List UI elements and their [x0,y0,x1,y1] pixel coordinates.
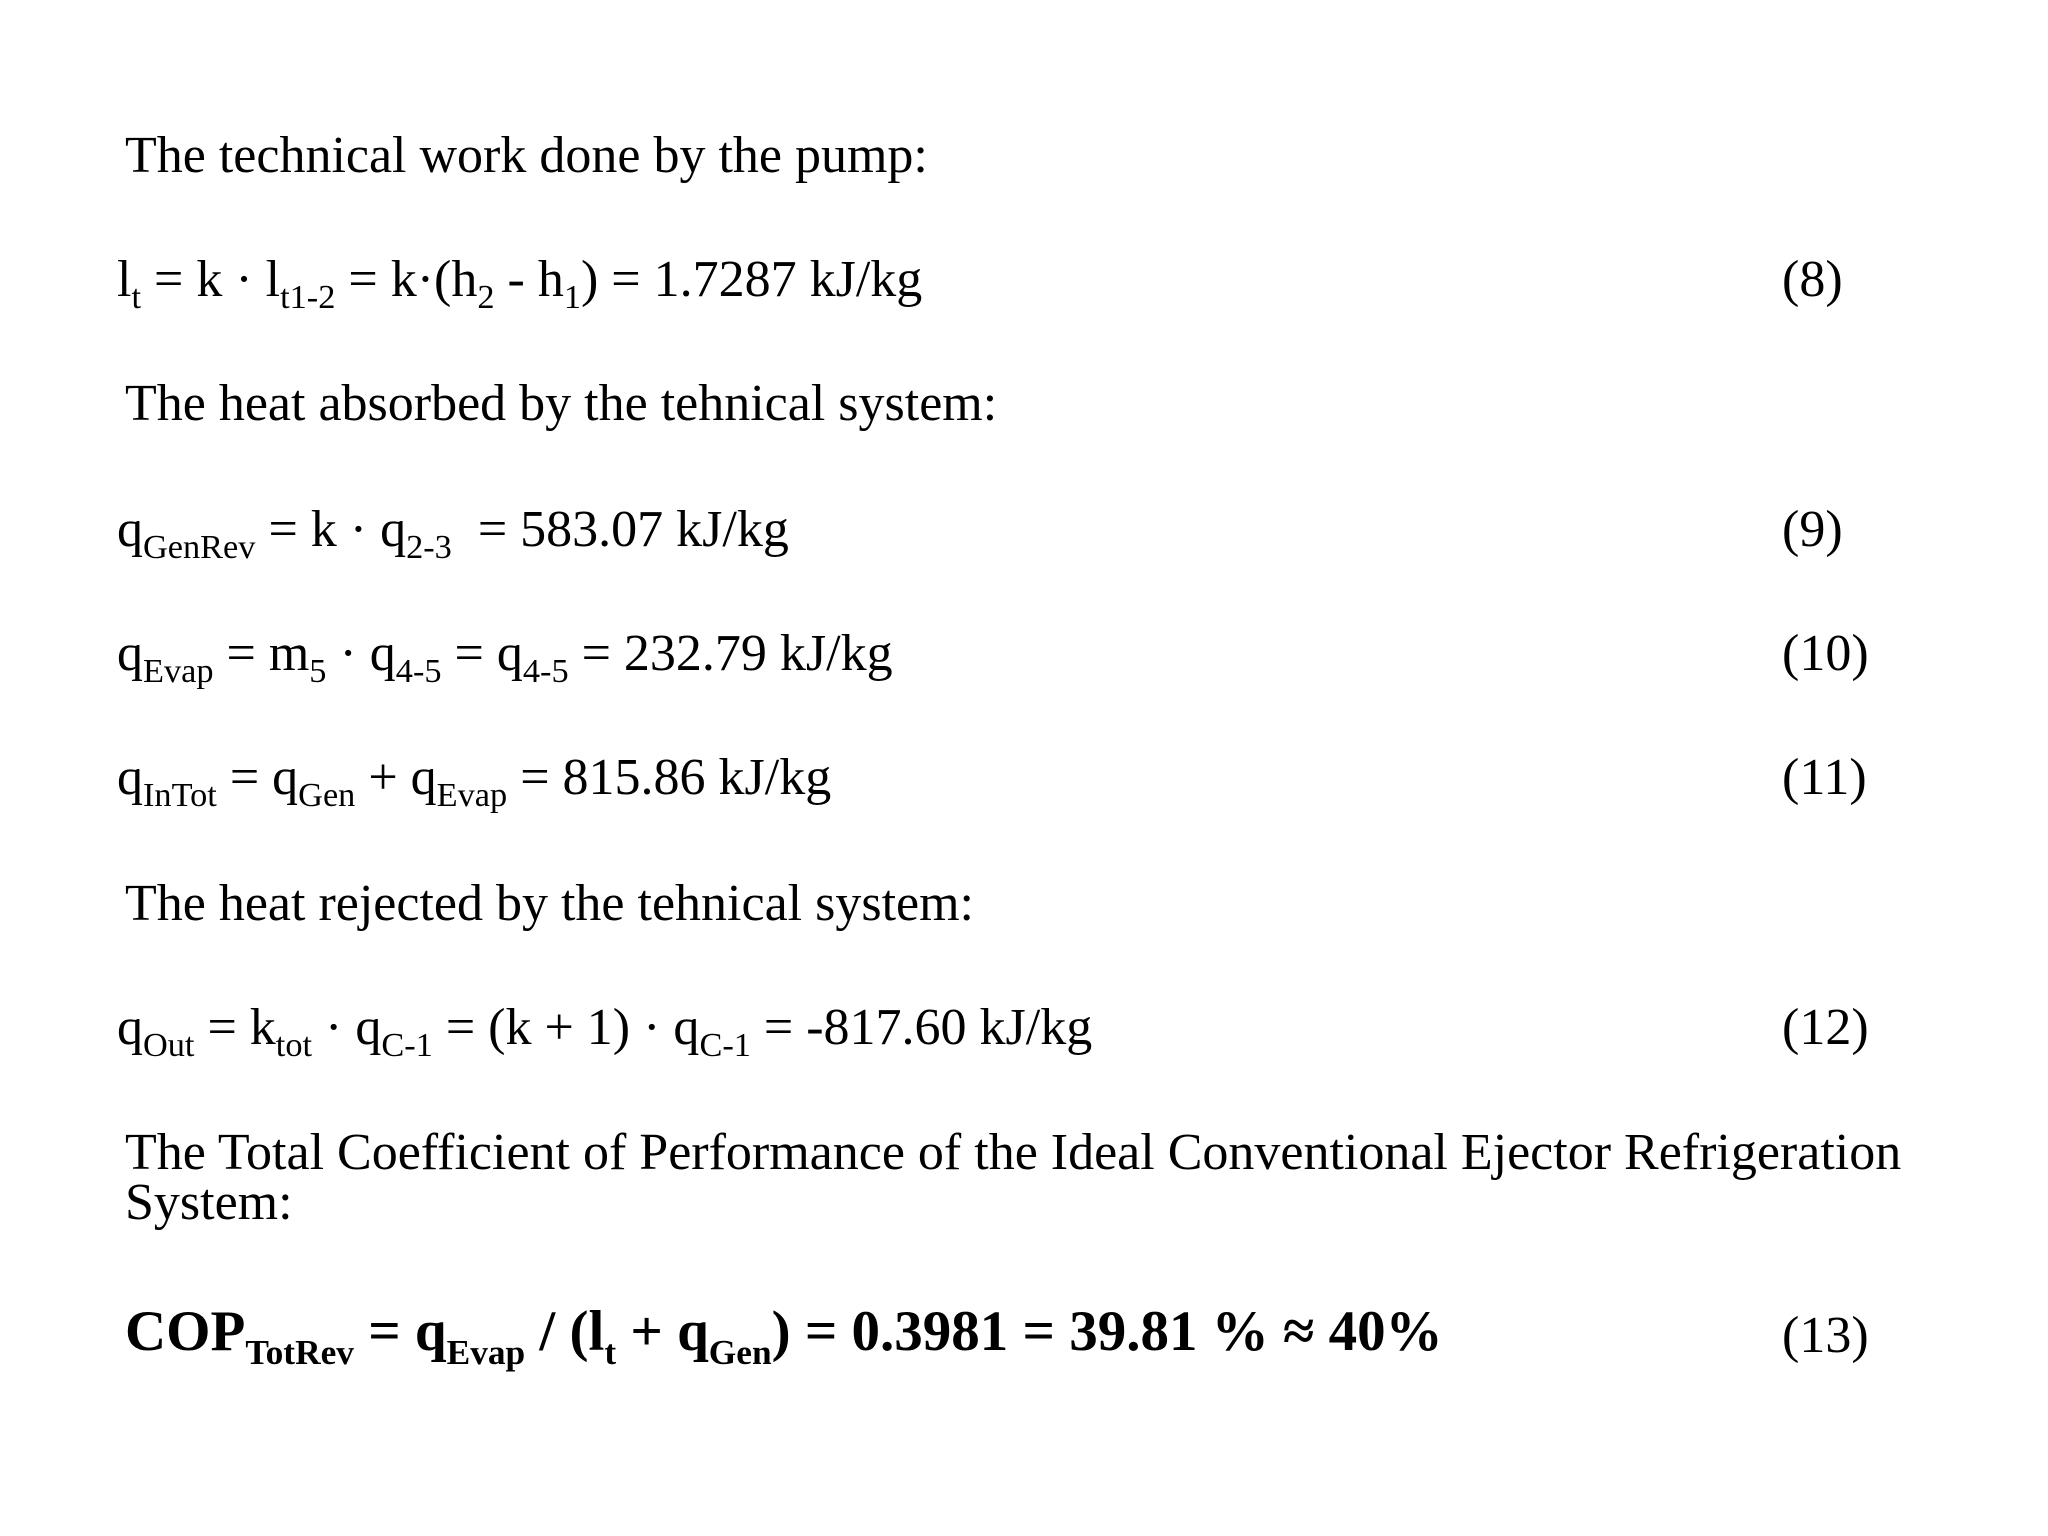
equation-11: $q_{InTot} = q_{Gen} + q_{Evap} = 815.86$ kJ/kg [117,749,832,814]
equation-8: $l_t = k \cdot l_{t1-2} = k\cdot(h_2 - h_1) = 1.7287$ kJ/kg [117,251,923,316]
heat-rejected-heading: The heat rejected by the tehnical system: [125,875,974,932]
equation-12-number: (12) [1782,999,1869,1056]
equation-10-number: (10) [1782,625,1869,682]
equation-10: $q_{Evap} = m_5 \cdot q_{4-5} = q_{4-5} = 232.79$ kJ/kg [117,625,893,690]
equation-9: $q_{GenRev} = k \cdot q_{2-3} = 583.07$ kJ/kg [117,501,789,566]
equation-13: $COP_{TotRev} = q_{Evap} / (l_t + q_{Gen}) = 0.3981 = 39.81$ % ≈ 40% [125,1300,1443,1373]
heat-absorbed-heading: The heat absorbed by the tehnical system: [125,375,998,432]
equation-8-number: (8) [1782,251,1843,308]
equation-13-number: (13) [1782,1307,1869,1364]
pump-work-heading: The technical work done by the pump: [125,127,928,184]
cop-heading: The Total Coefficient of Performance of the Ideal Conventional Ejector Refrigeration System: [125,1124,1902,1231]
equation-12: $q_{Out} = k_{tot} \cdot q_{C-1} = (k + 1) \cdot q_{C-1} = -817.60$ kJ/kg [117,999,1093,1064]
equation-11-number: (11) [1782,749,1867,806]
equation-9-number: (9) [1782,501,1843,558]
